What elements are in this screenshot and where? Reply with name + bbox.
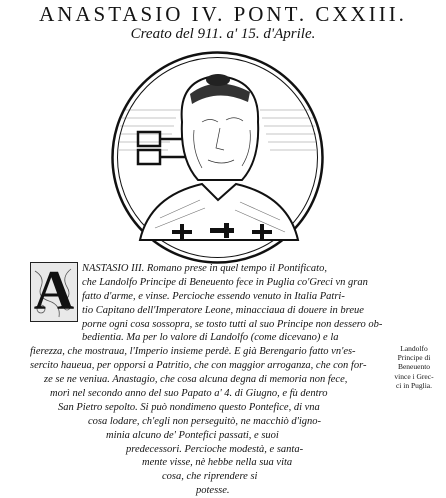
text-line: minia alcuno de' Pontefici passati, e suoi [106, 429, 279, 441]
text-line: tio Capitano dell'Imperatore Leone, minacciaua di douere in breue [82, 304, 364, 316]
text-line: fatto d'arme, e vinse. Percioche essendo venuto in Italia Patri- [82, 290, 345, 302]
margin-note-line: ci in Puglia. [395, 380, 433, 390]
body-text [30, 262, 390, 498]
portrait-medallion [110, 50, 325, 265]
margin-note [384, 344, 444, 390]
dropcap-letter: A [33, 262, 75, 322]
text-line: fierezza, che mostraua, l'Imperio insieme perdè. E già Berengario fatto vn'es- [30, 346, 356, 358]
text-line: cosa, che riprendere si [162, 471, 258, 483]
text-line: che Landolfo Principe di Beneuento fece in Puglia co'Greci vn gran [82, 276, 368, 288]
text-line: cosa lodare, ch'egli non perseguitò, ne macchiò d'igno- [88, 415, 322, 427]
text-line: San Pietro sepolto. Si può nondimeno questo Pontefice, di vna [58, 401, 320, 413]
text-line: morì nel secondo anno del suo Papato a' 4. di Giugno, e fù dentro [50, 388, 328, 400]
text-line: NASTASIO III. Romano prese in quel tempo il Pontificato, [82, 263, 327, 274]
margin-note-line: Principe di [397, 353, 431, 363]
margin-note-line: Landolfo [400, 344, 428, 353]
page-subtitle: Creato del 911. a' 15. d'Aprile. [130, 26, 316, 42]
text-line: ze se ne veniua. Anastagio, che cosa alcuna degna di memoria non fece, [44, 374, 348, 386]
text-line: porne ogni cosa sossopra, se tosto tutti al suo Principe non dessero ob- [82, 318, 383, 330]
text-line: potesse. [196, 485, 230, 497]
margin-note-line: vince i Grec- [394, 371, 434, 381]
text-line: predecessori. Percioche modestà, e santa- [126, 443, 304, 455]
text-line: bedientia. Ma per lo valore di Landolfo (come dicevano) e la [82, 332, 339, 344]
page-title: ANASTASIO IV. PONT. CXXIII. [39, 2, 407, 26]
text-line: sercito haueua, per opporsi a Patritio, che con maggior arroganza, che con for- [30, 360, 367, 372]
margin-note-line: Beneuento [397, 362, 431, 372]
text-line: mente visse, nè hebbe nella sua vita [142, 457, 293, 469]
